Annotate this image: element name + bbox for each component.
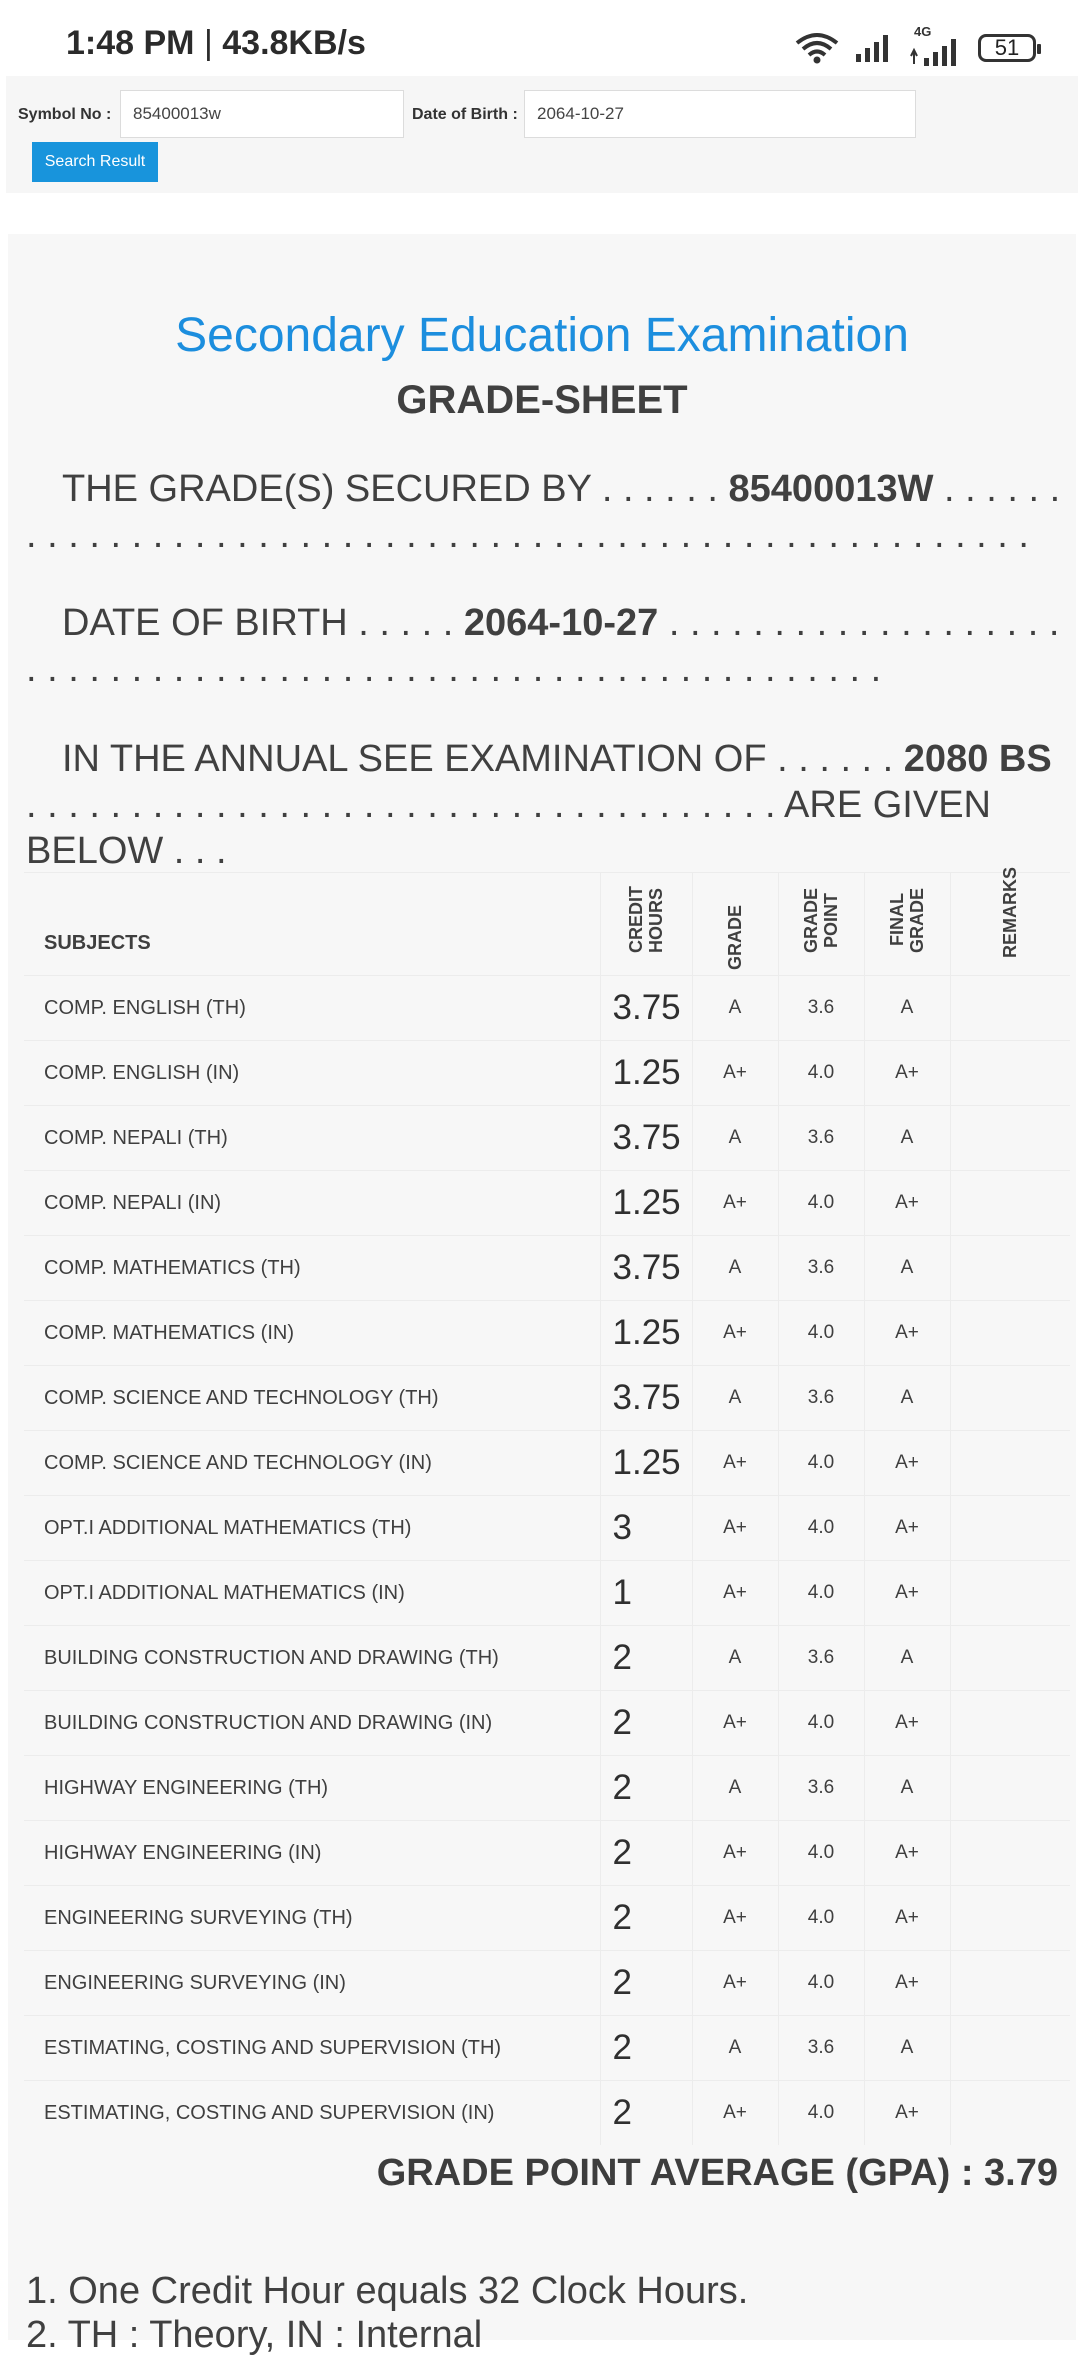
sheet-title: GRADE-SHEET (396, 378, 688, 422)
table-row (24, 1626, 1070, 1691)
header-remarks: REMARKS (1000, 867, 1021, 959)
credit-hours-cell: 3.75 (600, 1106, 692, 1171)
grade-cell: A+ (692, 1496, 778, 1561)
credit-hours-cell: 2 (600, 1691, 692, 1756)
exam-title: Secondary Education Examination (175, 309, 909, 362)
grade-table-body (24, 976, 1070, 2146)
note-1: 1. One Credit Hour equals 32 Clock Hours. (26, 2270, 749, 2312)
grade-cell: A (692, 1626, 778, 1691)
symbol-number: 85400013W (728, 468, 934, 510)
credit-hours-cell: 2 (600, 1821, 692, 1886)
remarks-cell (950, 1886, 1070, 1951)
remarks-cell (950, 1951, 1070, 2016)
remarks-cell (950, 1821, 1070, 1886)
table-row (24, 1886, 1070, 1951)
grade-point-cell: 4.0 (778, 1301, 864, 1366)
remarks-cell (950, 1756, 1070, 1821)
clock: 1:48 PM (66, 24, 195, 62)
grade-cell: A (692, 1756, 778, 1821)
subject-cell: BUILDING CONSTRUCTION AND DRAWING (TH) (24, 1626, 600, 1691)
remarks-cell (950, 2016, 1070, 2081)
4g-signal-icon (908, 24, 964, 66)
grade-point-cell: 3.6 (778, 976, 864, 1041)
table-row (24, 1106, 1070, 1171)
credit-hours-cell: 3.75 (600, 1366, 692, 1431)
final-grade-cell: A+ (864, 1886, 950, 1951)
remarks-cell (950, 1041, 1070, 1106)
battery-level: 51 (994, 35, 1020, 60)
subject-cell: OPT.I ADDITIONAL MATHEMATICS (IN) (24, 1561, 600, 1626)
grade-point-cell: 3.6 (778, 1366, 864, 1431)
exam-year: 2080 BS (903, 738, 1052, 780)
battery-icon (978, 34, 1036, 62)
grade-point-cell: 4.0 (778, 1171, 864, 1236)
subject-cell: COMP. ENGLISH (TH) (24, 976, 600, 1041)
grade-cell: A+ (692, 2081, 778, 2146)
grade-cell: A (692, 1106, 778, 1171)
secured-by-line (26, 466, 1066, 558)
final-grade-cell: A+ (864, 1561, 950, 1626)
table-row (24, 1496, 1070, 1561)
dob-label: Date of Birth : (412, 106, 518, 123)
search-form (6, 76, 1078, 193)
grade-cell: A+ (692, 1431, 778, 1496)
remarks-cell (950, 1236, 1070, 1301)
grade-point-cell: 4.0 (778, 1561, 864, 1626)
wifi-icon (794, 31, 840, 65)
grade-cell: A (692, 1236, 778, 1301)
table-row (24, 1431, 1070, 1496)
grade-point-cell: 3.6 (778, 1626, 864, 1691)
subject-cell: OPT.I ADDITIONAL MATHEMATICS (TH) (24, 1496, 600, 1561)
exam-year-prefix: IN THE ANNUAL SEE EXAMINATION OF . . . . . . (62, 738, 894, 780)
table-row (24, 1951, 1070, 2016)
grade-cell: A+ (692, 1041, 778, 1106)
header-credit-hours: CREDIT HOURS (626, 886, 666, 954)
status-time (66, 24, 366, 63)
subject-cell: COMP. ENGLISH (IN) (24, 1041, 600, 1106)
search-result-button[interactable]: Search Result (32, 142, 158, 182)
secured-by-prefix: THE GRADE(S) SECURED BY . . . . . . (62, 468, 718, 510)
header-final-grade-cell (864, 873, 950, 976)
remarks-cell (950, 1366, 1070, 1431)
note-2: 2. TH : Theory, IN : Internal (26, 2314, 483, 2356)
symbol-label: Symbol No : (18, 106, 112, 123)
grade-cell: A (692, 1366, 778, 1431)
exam-year-line (26, 736, 1066, 874)
final-grade-cell: A (864, 2016, 950, 2081)
remarks-cell (950, 1301, 1070, 1366)
table-header-row (24, 873, 1070, 976)
status-bar (0, 0, 1080, 76)
final-grade-cell: A+ (864, 2081, 950, 2146)
grade-sheet-card (8, 234, 1076, 2356)
grade-point-cell: 4.0 (778, 1951, 864, 2016)
table-row (24, 1171, 1070, 1236)
table-row (24, 1561, 1070, 1626)
final-grade-cell: A+ (864, 1301, 950, 1366)
credit-hours-cell: 2 (600, 1626, 692, 1691)
remarks-cell (950, 976, 1070, 1041)
grade-cell: A (692, 2016, 778, 2081)
header-grade-cell (692, 873, 778, 976)
final-grade-cell: A+ (864, 1951, 950, 2016)
header-credit-hours-cell (600, 873, 692, 976)
grade-cell: A+ (692, 1821, 778, 1886)
subject-cell: COMP. MATHEMATICS (IN) (24, 1301, 600, 1366)
credit-hours-cell: 2 (600, 2081, 692, 2146)
dob-input[interactable] (524, 90, 916, 138)
grade-point-cell: 4.0 (778, 1496, 864, 1561)
credit-hours-cell: 2 (600, 1756, 692, 1821)
credit-hours-cell: 3.75 (600, 1236, 692, 1301)
header-subjects: SUBJECTS (24, 873, 600, 976)
table-row (24, 1041, 1070, 1106)
grade-point-cell: 4.0 (778, 1431, 864, 1496)
final-grade-cell: A+ (864, 1496, 950, 1561)
grade-cell: A+ (692, 1301, 778, 1366)
table-row (24, 976, 1070, 1041)
grade-point-cell: 3.6 (778, 1236, 864, 1301)
remarks-cell (950, 1691, 1070, 1756)
grade-cell: A (692, 976, 778, 1041)
table-row (24, 1756, 1070, 1821)
grade-point-cell: 4.0 (778, 1821, 864, 1886)
grade-point-cell: 4.0 (778, 1886, 864, 1951)
subject-cell: HIGHWAY ENGINEERING (IN) (24, 1821, 600, 1886)
separator: | (203, 24, 213, 62)
final-grade-cell: A+ (864, 1691, 950, 1756)
remarks-cell (950, 1171, 1070, 1236)
subject-cell: ESTIMATING, COSTING AND SUPERVISION (TH) (24, 2016, 600, 2081)
final-grade-cell: A+ (864, 1171, 950, 1236)
subject-cell: ENGINEERING SURVEYING (TH) (24, 1886, 600, 1951)
dob-line (26, 600, 1066, 692)
network-type: 4G (914, 24, 932, 39)
grade-point-cell: 4.0 (778, 1691, 864, 1756)
header-grade-point: GRADE POINT (801, 887, 841, 953)
credit-hours-cell: 1.25 (600, 1301, 692, 1366)
credit-hours-cell: 2 (600, 1951, 692, 2016)
table-row (24, 2016, 1070, 2081)
table-row (24, 1691, 1070, 1756)
final-grade-cell: A (864, 976, 950, 1041)
table-row (24, 2081, 1070, 2146)
remarks-cell (950, 1431, 1070, 1496)
subject-cell: ENGINEERING SURVEYING (IN) (24, 1951, 600, 2016)
credit-hours-cell: 2 (600, 1886, 692, 1951)
remarks-cell (950, 1561, 1070, 1626)
remarks-cell (950, 1626, 1070, 1691)
signal-icon (854, 32, 894, 64)
subject-cell: COMP. NEPALI (IN) (24, 1171, 600, 1236)
grade-point-cell: 3.6 (778, 2016, 864, 2081)
final-grade-cell: A (864, 1236, 950, 1301)
remarks-cell (950, 2081, 1070, 2146)
subject-cell: COMP. NEPALI (TH) (24, 1106, 600, 1171)
credit-hours-cell: 1.25 (600, 1041, 692, 1106)
remarks-cell (950, 1496, 1070, 1561)
grade-cell: A+ (692, 1171, 778, 1236)
grade-point-cell: 4.0 (778, 2081, 864, 2146)
table-row (24, 1366, 1070, 1431)
subject-cell: ESTIMATING, COSTING AND SUPERVISION (IN) (24, 2081, 600, 2146)
grade-cell: A+ (692, 1561, 778, 1626)
header-grade-point-cell (778, 873, 864, 976)
grade-point-cell: 4.0 (778, 1041, 864, 1106)
header-remarks-cell (950, 867, 1070, 976)
secured-by-suffix: . . . . . . . . . . . . . . . . . . . . . . . . . . . . . . . . . . . . . . . . . . . . . . . . . . . . . . (26, 468, 1061, 556)
grade-cell: A+ (692, 1691, 778, 1756)
exam-year-suffix: . . . . . . . . . . . . . . . . . . . . . . . . . . . . . . . . . . . . ARE GIVEN BELOW . . . (26, 784, 991, 872)
credit-hours-cell: 3.75 (600, 976, 692, 1041)
credit-hours-cell: 1.25 (600, 1431, 692, 1496)
credit-hours-cell: 3 (600, 1496, 692, 1561)
grade-cell: A+ (692, 1886, 778, 1951)
status-icons (794, 24, 1036, 68)
grade-point-cell: 3.6 (778, 1106, 864, 1171)
final-grade-cell: A (864, 1106, 950, 1171)
remarks-cell (950, 1106, 1070, 1171)
header-final-grade: FINAL GRADE (887, 887, 927, 953)
net-speed: 43.8KB/s (222, 24, 366, 62)
credit-hours-cell: 1.25 (600, 1171, 692, 1236)
subject-cell: BUILDING CONSTRUCTION AND DRAWING (IN) (24, 1691, 600, 1756)
table-row (24, 1821, 1070, 1886)
dob-suffix: . . . . . . . . . . . . . . . . . . . . . . . . . . . . . . . . . . . . . . . . . . . . . . . . . . . . . . . . . . . . (26, 602, 1060, 690)
final-grade-cell: A+ (864, 1431, 950, 1496)
grade-table (24, 867, 1070, 2145)
table-row (24, 1236, 1070, 1301)
table-row (24, 1301, 1070, 1366)
final-grade-cell: A (864, 1626, 950, 1691)
grade-cell: A+ (692, 1951, 778, 2016)
subject-cell: COMP. SCIENCE AND TECHNOLOGY (TH) (24, 1366, 600, 1431)
dob-value: 2064-10-27 (463, 602, 659, 644)
subject-cell: HIGHWAY ENGINEERING (TH) (24, 1756, 600, 1821)
credit-hours-cell: 1 (600, 1561, 692, 1626)
credit-hours-cell: 2 (600, 2016, 692, 2081)
dob-prefix: DATE OF BIRTH . . . . . (62, 602, 454, 644)
final-grade-cell: A+ (864, 1821, 950, 1886)
grade-point-cell: 3.6 (778, 1756, 864, 1821)
symbol-input[interactable] (120, 90, 404, 138)
header-grade: GRADE (725, 904, 745, 970)
gpa-summary: GRADE POINT AVERAGE (GPA) : 3.79 (376, 2152, 1058, 2194)
final-grade-cell: A+ (864, 1041, 950, 1106)
final-grade-cell: A (864, 1366, 950, 1431)
final-grade-cell: A (864, 1756, 950, 1821)
subject-cell: COMP. MATHEMATICS (TH) (24, 1236, 600, 1301)
subject-cell: COMP. SCIENCE AND TECHNOLOGY (IN) (24, 1431, 600, 1496)
